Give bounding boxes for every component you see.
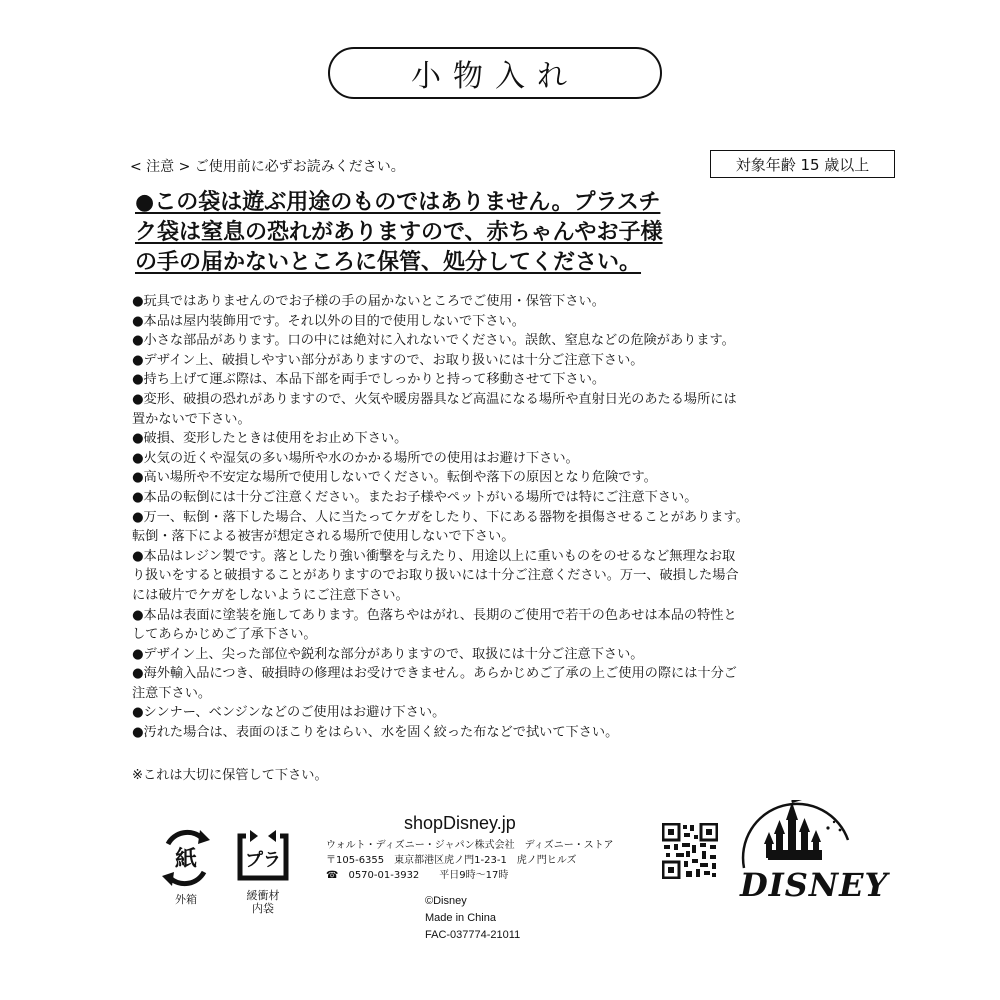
paper-mark-text: 紙: [174, 847, 198, 872]
note-item: ●破損、変形したときは使用をお止め下さい。: [132, 431, 408, 447]
product-code: FAC-037774-21011: [425, 929, 521, 941]
note-item: ●汚れた場合は、表面のほこりをはらい、水を固く絞った布などで拭いて下さい。: [132, 725, 619, 741]
product-info: [425, 893, 520, 944]
note-item: ●小さな部品があります。口の中には絶対に入れないでください。誤飲、窒息などの危険があります。: [132, 333, 735, 349]
company-info: [326, 838, 614, 883]
keep-note: ※これは大切に保管して下さい。: [132, 768, 328, 783]
note-item: 置かないで下さい。: [132, 411, 251, 427]
bag-warning-line: ク袋は窒息の恐れがありますので、赤ちゃんやお子様: [135, 220, 663, 245]
note-item: ●火気の近くや湿気の多い場所や水のかかる場所での使用はお避け下さい。: [132, 450, 579, 466]
bag-warning: [135, 188, 755, 278]
age-badge: [710, 150, 895, 178]
note-item: ●本品はレジン製です。落としたり強い衝撃を与えたり、用途以上に重いものをのせるなど無理なお取: [132, 548, 736, 564]
plastic-recycle-icon: [232, 828, 294, 886]
note-item: ●デザイン上、尖った部位や鋭利な部分がありますので、取扱には十分ご注意下さい。: [132, 646, 644, 662]
plastic-recycle-mark: [232, 828, 294, 915]
bag-warning-line: ●この袋は遊ぶ用途のものではありません。プラスチ: [135, 190, 661, 215]
company-address: 〒105-6355 東京都港区虎ノ門1-23-1 虎ノ門ヒルズ: [326, 855, 577, 866]
note-item: り扱いをすると破損することがありますのでお取り扱いには十分ご注意ください。万一、破損した場合: [132, 568, 739, 584]
notes-list: [132, 292, 852, 743]
note-item: してあらかじめご了承下さい。: [132, 627, 317, 643]
note-item: ●デザイン上、破損しやすい部分がありますので、お取り扱いには十分ご注意下さい。: [132, 352, 644, 368]
note-item: ●万一、転倒・落下した場合、人に当たってケガをしたり、下にある器物を損傷させることがあります。: [132, 509, 749, 525]
note-item: ●変形、破損の恐れがありますので、火気や暖房器具など高温になる場所や直射日光のあたる場所には: [132, 391, 737, 407]
disney-logo-text: DISNEY: [740, 866, 889, 904]
caution-header: < 注意 > ご使用前に必ずお読みください。: [130, 159, 405, 175]
note-item: ●本品の転倒には十分ご注意ください。またお子様やペットがいる場所では特にご注意下さい。: [132, 489, 698, 505]
qr-code-icon: [662, 823, 718, 883]
paper-label: 外箱: [175, 893, 197, 906]
note-item: ●高い場所や不安定な場所で使用しないでください。転倒や落下の原因となり危険です。: [132, 470, 657, 486]
paper-recycle-icon: [154, 826, 218, 890]
company-phone: ☎ 0570-01-3932 平日9時～17時: [326, 870, 509, 881]
note-item: ●玩具ではありませんのでお子様の手の届かないところでご使用・保管下さい。: [132, 294, 605, 309]
page-title: 小物入れ: [411, 59, 579, 94]
note-item: ●本品は屋内装飾用です。それ以外の目的で使用しないで下さい。: [132, 313, 525, 329]
plastic-label-2: 内袋: [252, 902, 274, 915]
copyright: ©Disney: [425, 895, 467, 907]
title-box: [328, 47, 662, 99]
note-item: ●海外輸入品につき、破損時の修理はお受けできません。あらかじめご了承の上ご使用の際には十分ご: [132, 666, 737, 682]
company-name: ウォルト・ディズニー・ジャパン株式会社 ディズニー・ストア: [326, 840, 614, 851]
note-item: 転倒・落下による被害が想定される場所で使用しないで下さい。: [132, 529, 515, 545]
bag-warning-line: の手の届かないところに保管、処分してください。: [135, 250, 642, 275]
note-item: ●シンナー、ベンジンなどのご使用はお避け下さい。: [132, 705, 446, 721]
paper-recycle-mark: [154, 826, 218, 906]
age-label: 対象年齢 15 歳以上: [735, 155, 870, 174]
plastic-mark-text: プラ: [245, 850, 281, 871]
plastic-label-1: 緩衝材: [246, 889, 280, 902]
shop-url: shopDisney.jp: [404, 813, 516, 833]
note-item: には破片でケガをしないようにご注意下さい。: [132, 587, 409, 603]
note-item: ●本品は表面に塗装を施してあります。色落ちやはがれ、長期のご使用で若干の色あせは本品の特性と: [132, 607, 737, 623]
note-item: 注意下さい。: [132, 685, 212, 701]
made-in: Made in China: [425, 912, 496, 924]
note-item: ●持ち上げて運ぶ際は、本品下部を両手でしっかりと持って移動させて下さい。: [132, 372, 606, 388]
